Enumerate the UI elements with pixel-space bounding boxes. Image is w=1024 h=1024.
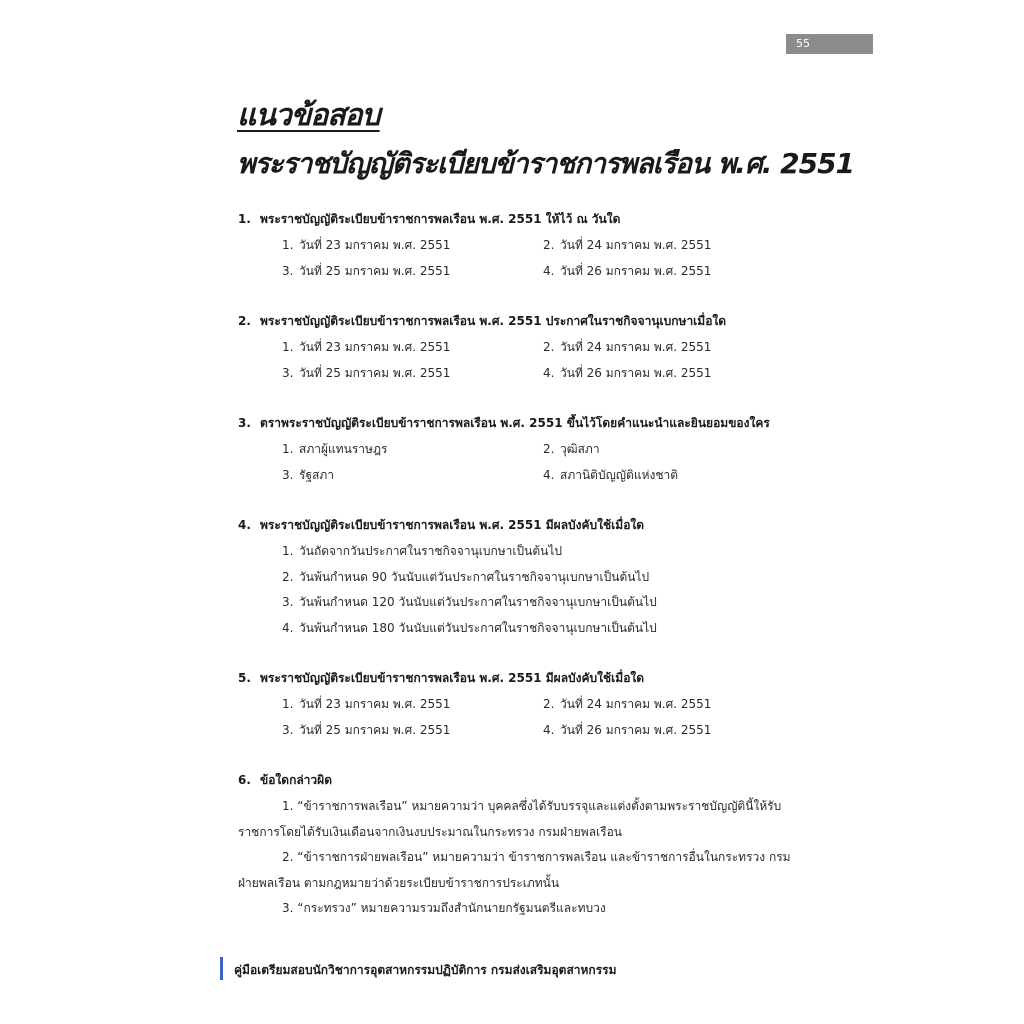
option-text: วันพ้นกำหนด 90 วันนับแต่วันประกาศในราชกิจจานุเบกษาเป็นต้นไป — [299, 569, 650, 584]
statement-line: 1. “ข้าราชการพลเรือน” หมายความว่า บุคคลซึ่งได้รับบรรจุและแต่งตั้งตามพระราชบัญญัตินี้ให้รับ — [282, 799, 782, 813]
question-text: พระราชบัญญัติระเบียบข้าราชการพลเรือน พ.ศ. 2551 ประกาศในราชกิจจานุเบกษาเมื่อใด — [260, 314, 727, 328]
option-text: วันที่ 25 มกราคม พ.ศ. 2551 — [299, 263, 451, 278]
option-text: รัฐสภา — [299, 467, 335, 482]
answer-option — [282, 593, 657, 612]
option-text: วันที่ 26 มกราคม พ.ศ. 2551 — [560, 263, 712, 278]
question-number: 5. — [238, 671, 251, 685]
option-text: สภานิติบัญญัติแห่งชาติ — [560, 467, 679, 482]
option-number: 4. — [543, 722, 555, 737]
answer-option — [282, 568, 649, 587]
option-number: 3. — [282, 365, 294, 380]
answer-option — [282, 466, 334, 485]
option-number: 2. — [543, 238, 555, 252]
option-number: 4. — [543, 263, 555, 278]
question-1 — [238, 210, 620, 229]
statement-line: 2. “ข้าราชการฝ่ายพลเรือน” หมายความว่า ข้าราชการพลเรือน และข้าราชการอื่นในกระทรวง กรม — [282, 850, 791, 864]
question-number: 6. — [238, 773, 251, 787]
option-number: 1. — [282, 442, 294, 456]
answer-option — [282, 440, 387, 459]
page-number-tab: 55 — [786, 34, 873, 54]
answer-option — [282, 236, 450, 255]
footer-text: คู่มือเตรียมสอบนักวิชาการอุตสาหกรรมปฏิบัติการ กรมส่งเสริมอุตสาหกรรม — [234, 963, 617, 977]
option-text: วันพ้นกำหนด 120 วันนับแต่วันประกาศในราชกิจจานุเบกษาเป็นต้นไป — [299, 595, 657, 609]
question-text: พระราชบัญญัติระเบียบข้าราชการพลเรือน พ.ศ. 2551 ให้ไว้ ณ วันใด — [260, 212, 621, 226]
question-number: 2. — [238, 314, 251, 328]
option-text: วันที่ 25 มกราคม พ.ศ. 2551 — [299, 722, 451, 737]
option-number: 4. — [282, 620, 294, 635]
answer-option — [282, 338, 450, 357]
question-text: ตราพระราชบัญญัติระเบียบข้าราชการพลเรือน พ.ศ. 2551 ขึ้นไว้โดยคำแนะนำและยินยอมของใคร — [260, 416, 770, 430]
option-text: วันพ้นกำหนด 180 วันนับแต่วันประกาศในราชกิจจานุเบกษาเป็นต้นไป — [299, 620, 657, 635]
option-number: 2. — [543, 442, 555, 456]
answer-option — [282, 721, 450, 740]
option-text: วันถัดจากวันประกาศในราชกิจจานุเบกษาเป็นต้นไป — [299, 544, 562, 558]
question-5 — [238, 669, 644, 688]
page-title: แนวข้อสอบ — [237, 98, 380, 133]
answer-option — [282, 542, 562, 561]
option-text: วันที่ 24 มกราคม พ.ศ. 2551 — [560, 340, 712, 354]
option-number: 3. — [282, 263, 294, 278]
option-text: สภาผู้แทนราษฎร — [299, 442, 388, 456]
option-number: 1. — [282, 238, 294, 252]
statement-line: ฝ่ายพลเรือน ตามกฎหมายว่าด้วยระเบียบข้าราชการประเภทนั้น — [238, 875, 560, 890]
answer-option — [543, 695, 711, 714]
option-text: วันที่ 24 มกราคม พ.ศ. 2551 — [560, 238, 712, 252]
question-number: 3. — [238, 416, 251, 430]
answer-option — [282, 262, 450, 281]
option-text: วุฒิสภา — [560, 442, 600, 456]
option-number: 3. — [282, 722, 294, 737]
question-number: 4. — [238, 518, 251, 532]
option-text: วันที่ 25 มกราคม พ.ศ. 2551 — [299, 365, 451, 380]
option-number: 3. — [282, 467, 294, 482]
option-number: 1. — [282, 544, 294, 558]
answer-option — [543, 466, 678, 485]
answer-option — [543, 364, 711, 383]
option-text: วันที่ 23 มกราคม พ.ศ. 2551 — [299, 697, 451, 711]
statement-line: 3. “กระทรวง” หมายความรวมถึงสำนักนายกรัฐมนตรีและทบวง — [282, 901, 606, 915]
option-number: 2. — [543, 697, 555, 711]
answer-option — [543, 236, 711, 255]
answer-option — [282, 364, 450, 383]
option-number: 3. — [282, 595, 294, 609]
option-number: 4. — [543, 365, 555, 380]
question-2 — [238, 312, 726, 331]
answer-option — [543, 262, 711, 281]
option-number: 2. — [543, 340, 555, 354]
question-6 — [238, 771, 332, 790]
option-text: วันที่ 26 มกราคม พ.ศ. 2551 — [560, 365, 712, 380]
answer-option — [543, 338, 711, 357]
page-subtitle: พระราชบัญญัติระเบียบข้าราชการพลเรือน พ.ศ. 2551 — [237, 147, 855, 180]
question-3 — [238, 414, 770, 433]
question-text: พระราชบัญญัติระเบียบข้าราชการพลเรือน พ.ศ. 2551 มีผลบังคับใช้เมื่อใด — [260, 671, 645, 685]
statement-line: ราชการโดยได้รับเงินเดือนจากเงินงบประมาณในกระทรวง กรมฝ่ายพลเรือน — [238, 824, 622, 839]
question-text: พระราชบัญญัติระเบียบข้าราชการพลเรือน พ.ศ. 2551 มีผลบังคับใช้เมื่อใด — [260, 518, 645, 532]
option-text: วันที่ 23 มกราคม พ.ศ. 2551 — [299, 340, 451, 354]
option-number: 2. — [282, 569, 294, 584]
answer-option — [282, 695, 450, 714]
answer-option — [543, 440, 600, 459]
option-number: 1. — [282, 340, 294, 354]
question-4 — [238, 516, 644, 535]
question-number: 1. — [238, 212, 251, 226]
option-text: วันที่ 23 มกราคม พ.ศ. 2551 — [299, 238, 451, 252]
answer-option — [282, 619, 657, 638]
option-number: 1. — [282, 697, 294, 711]
footer-accent-bar — [220, 957, 223, 980]
option-text: วันที่ 26 มกราคม พ.ศ. 2551 — [560, 722, 712, 737]
question-text: ข้อใดกล่าวผิด — [260, 773, 332, 787]
option-text: วันที่ 24 มกราคม พ.ศ. 2551 — [560, 697, 712, 711]
option-number: 4. — [543, 467, 555, 482]
answer-option — [543, 721, 711, 740]
